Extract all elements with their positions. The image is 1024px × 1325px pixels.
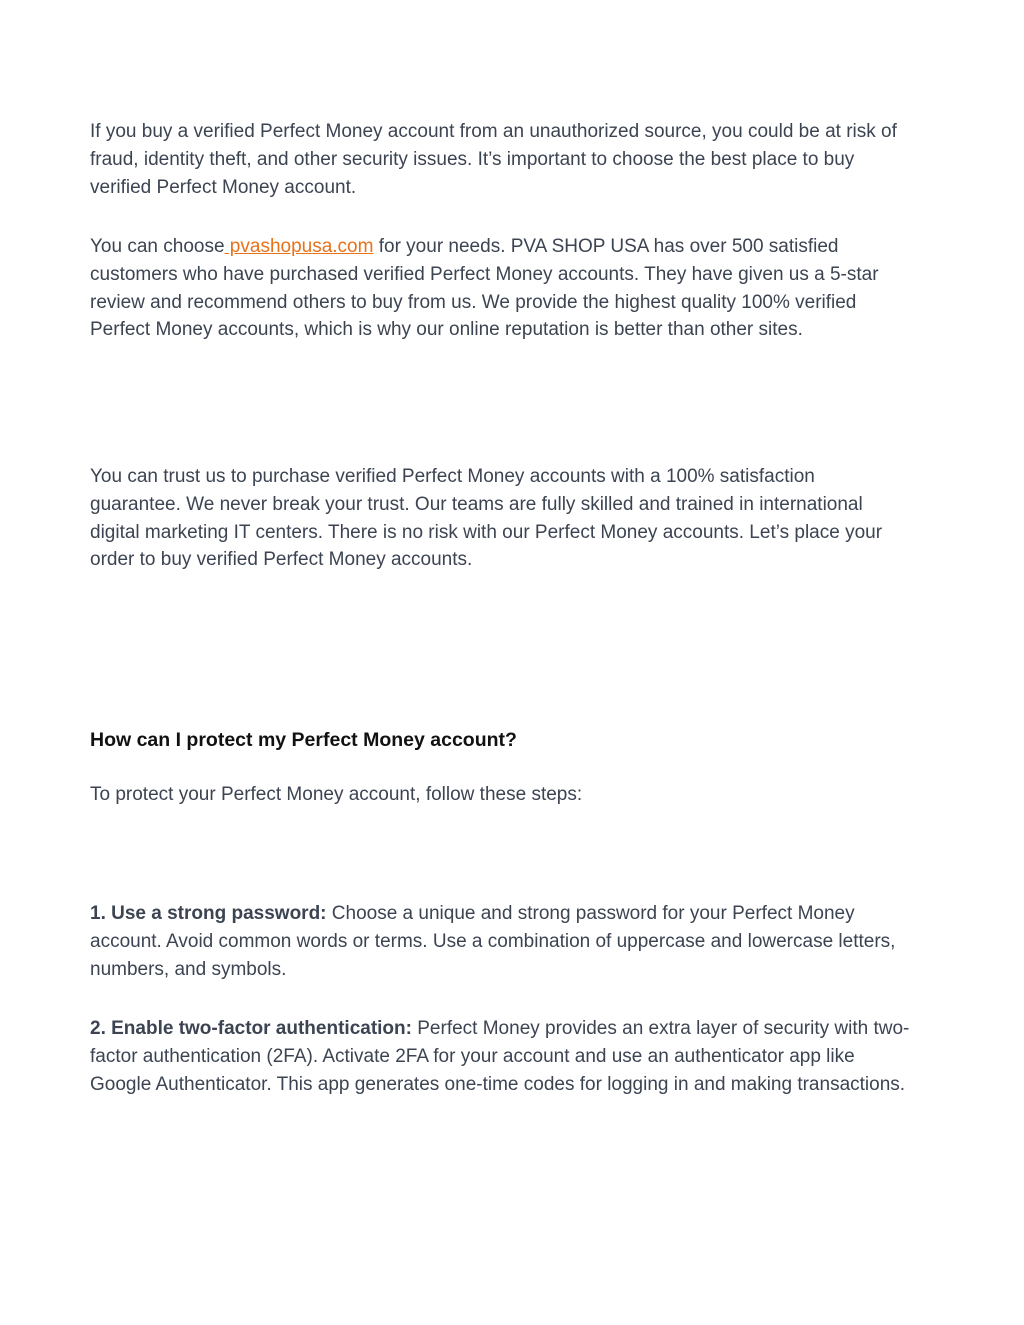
section-heading: How can I protect my Perfect Money account?	[90, 729, 517, 751]
step-text: Perfect Money provides an extra layer of security with two-factor authentication (2FA). Activate 2FA for your account and use an authenticator app like Google Authenticator. This app generates one-time codes for logging in and making transactions.	[90, 1018, 910, 1095]
step-text: Choose a unique and strong password for your Perfect Money account. Avoid common words or terms. Use a combination of uppercase and lowercase letters, numbers, and symbols.	[90, 903, 896, 980]
step-two-factor	[90, 1015, 910, 1098]
paragraph-choose-shop-lead: You can choose	[90, 236, 225, 257]
paragraph-risk: If you buy a verified Perfect Money account from an unauthorized source, you could be at risk of fraud, identity theft, and other security issues. It’s important to choose the best place to buy verified Perfect Money account.	[90, 121, 897, 198]
section-intro: To protect your Perfect Money account, follow these steps:	[90, 784, 583, 805]
step-title: 1. Use a strong password:	[90, 903, 327, 924]
step-strong-password	[90, 900, 910, 983]
paragraph-choose-shop-rest: for your needs. PVA SHOP USA has over 500 satisfied customers who have purchased verified Perfect Money accounts. They have given us a 5-star review and recommend others to buy from us. We provide the highest quality 100% verified Perfect Money accounts, which is why our online reputation is better than other sites.	[90, 236, 879, 341]
step-title: 2. Enable two-factor authentication:	[90, 1018, 412, 1039]
paragraph-choose-shop	[90, 233, 910, 344]
pvashopusa-link[interactable]: pvashopusa.com	[224, 236, 374, 257]
paragraph-trust: You can trust us to purchase verified Perfect Money accounts with a 100% satisfaction guarantee. We never break your trust. Our teams are fully skilled and trained in international digital marketing IT centers. There is no risk with our Perfect Money accounts. Let’s place your order to buy verified Perfect Money accounts.	[90, 466, 883, 571]
